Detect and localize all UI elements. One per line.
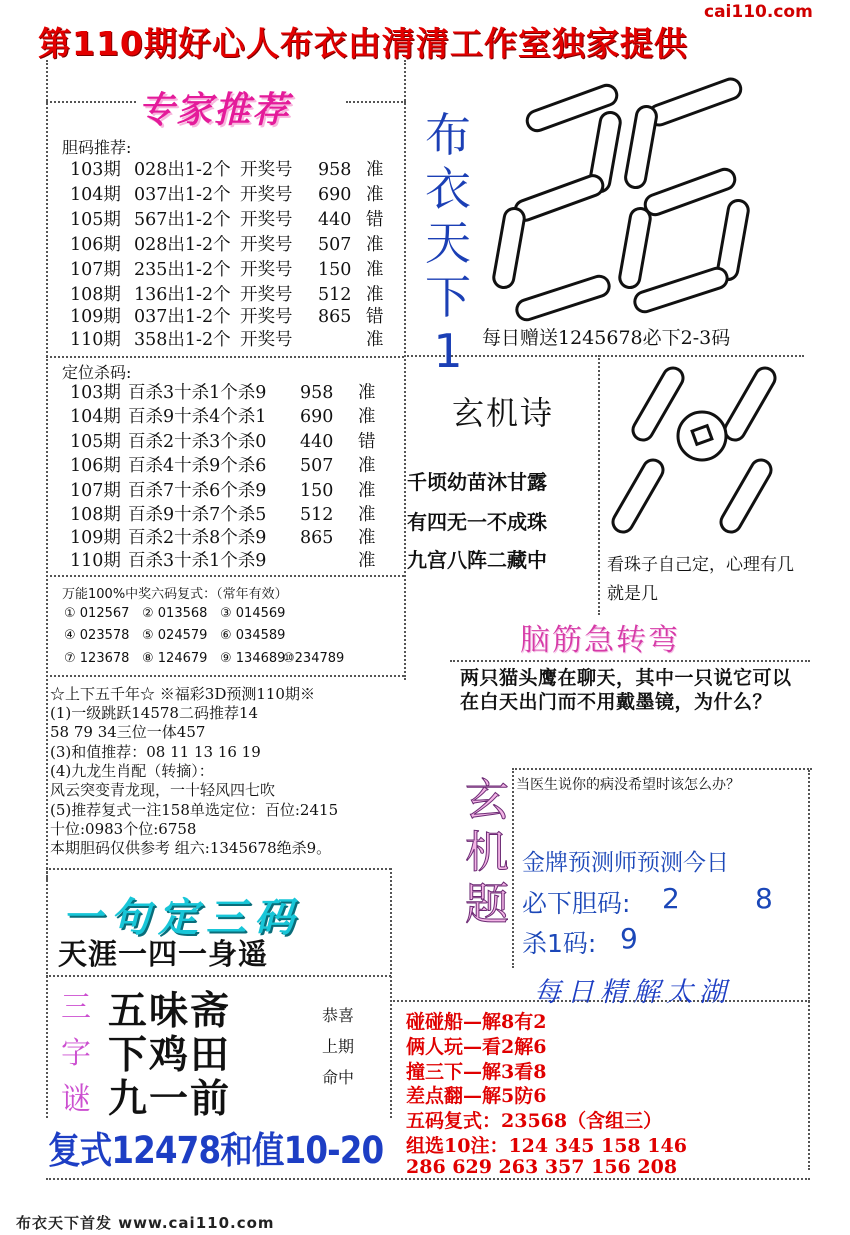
divider-left bbox=[46, 60, 48, 880]
jiexi-title: 每日精解太湖 bbox=[534, 977, 732, 1008]
big-number-26-graphic bbox=[485, 72, 765, 322]
issue: 108期 bbox=[70, 285, 121, 305]
combo-label: 万能100%中奖六码复式：（常年有效） bbox=[62, 587, 288, 602]
issue: 103期 bbox=[70, 160, 121, 180]
congrats-text: 命中 bbox=[322, 1068, 355, 1087]
footer-credit[interactable]: 布衣天下首发 www.cai110.com bbox=[16, 1214, 275, 1232]
bead-caption: 看珠子自己定，心理有几就是几 bbox=[607, 555, 794, 604]
divider bbox=[46, 675, 404, 677]
pick: 百杀3十杀1个杀9 bbox=[128, 551, 267, 571]
issue: 110期 bbox=[70, 330, 121, 350]
num: 507 bbox=[318, 235, 352, 255]
divider bbox=[46, 575, 404, 577]
issue: 110期 bbox=[70, 551, 121, 571]
misc-line: 十位:0983个位:6758 bbox=[50, 820, 197, 838]
divider bbox=[450, 660, 810, 662]
result: 错 bbox=[366, 210, 384, 230]
issue: 104期 bbox=[70, 185, 121, 205]
pick: 百杀2十杀8个杀9 bbox=[128, 528, 267, 548]
pick: 百杀9十杀4个杀1 bbox=[128, 407, 267, 427]
misc-line: (3)和值推荐：08 11 13 16 19 bbox=[50, 743, 261, 761]
pick: 百杀3十杀1个杀9 bbox=[128, 383, 267, 403]
poem-line: 有四无一不成珠 bbox=[407, 510, 547, 534]
open: 开奖号 bbox=[240, 210, 293, 230]
open: 开奖号 bbox=[240, 260, 293, 280]
result: 准 bbox=[366, 235, 384, 255]
kill-label: 定位杀码: bbox=[62, 363, 132, 382]
misc-line: 风云突变青龙现，一十轻风四七吹 bbox=[50, 781, 276, 799]
divider bbox=[46, 975, 391, 977]
pick: 百杀2十杀3个杀0 bbox=[128, 432, 267, 452]
num: 507 bbox=[300, 456, 334, 476]
gold-dan-value: 2 bbox=[662, 882, 680, 915]
combo-item: ⑩234789 bbox=[283, 651, 345, 666]
issue: 109期 bbox=[70, 307, 121, 327]
result: 准 bbox=[366, 285, 384, 305]
result: 准 bbox=[358, 383, 376, 403]
misc-line: (4)九龙生肖配（转摘）： bbox=[50, 762, 214, 780]
szm-title: 三字谜 bbox=[61, 990, 91, 1117]
jiexi-line: 差点翻—解5防6 bbox=[406, 1085, 547, 1107]
result: 准 bbox=[366, 260, 384, 280]
divider bbox=[808, 770, 810, 1170]
num: 440 bbox=[300, 432, 334, 452]
szm-word: 下鸡田 bbox=[108, 1033, 232, 1078]
big-number-text: 26 bbox=[485, 72, 487, 73]
pick: 百杀4十杀9个杀6 bbox=[128, 456, 267, 476]
combo-item: ① 012567 bbox=[64, 606, 130, 621]
gold-dan-label: 必下胆码: bbox=[522, 889, 631, 918]
poem-line: 九宫八阵二藏中 bbox=[407, 548, 547, 572]
result: 准 bbox=[358, 528, 376, 548]
issue: 104期 bbox=[70, 407, 121, 427]
combo-item: ⑤ 024579 bbox=[142, 628, 208, 643]
yjd-title: 一句定三码 bbox=[62, 895, 302, 941]
jiexi-line: 碰碰船—解8有2 bbox=[406, 1011, 547, 1033]
num: 512 bbox=[300, 505, 334, 525]
gold-kill-label: 杀1码: bbox=[522, 929, 597, 958]
jiexi-line: 组选10注：124 345 158 146 bbox=[406, 1135, 687, 1157]
result: 错 bbox=[366, 307, 384, 327]
result: 准 bbox=[358, 481, 376, 501]
issue: 109期 bbox=[70, 528, 121, 548]
jiexi-line: 撞三下—解3看8 bbox=[406, 1061, 547, 1083]
pick: 百杀9十杀7个杀5 bbox=[128, 505, 267, 525]
num: 150 bbox=[318, 260, 352, 280]
pick: 037出1-2个 bbox=[134, 307, 231, 327]
pick: 567出1-2个 bbox=[134, 210, 231, 230]
num: 690 bbox=[300, 407, 334, 427]
open: 开奖号 bbox=[240, 185, 293, 205]
combo-item: ⑨ 134689 bbox=[220, 651, 286, 666]
divider bbox=[390, 868, 392, 1118]
open: 开奖号 bbox=[240, 307, 293, 327]
issue: 105期 bbox=[70, 432, 121, 452]
misc-line: 58 79 34三位一体457 bbox=[50, 723, 206, 741]
pick: 235出1-2个 bbox=[134, 260, 231, 280]
yjd-line: 天涯一四一身遥 bbox=[58, 937, 269, 971]
pick: 百杀7十杀6个杀9 bbox=[128, 481, 267, 501]
combo-item: ② 013568 bbox=[142, 606, 208, 621]
combo-item: ③ 014569 bbox=[220, 606, 286, 621]
daily-gift: 每日赠送1245678必下2-3码 bbox=[482, 327, 731, 349]
misc-line: ☆上下五千年☆ ※福彩3D预测110期※ bbox=[50, 685, 315, 703]
gold-dan-value: 8 bbox=[755, 882, 773, 915]
result: 准 bbox=[366, 330, 384, 350]
pick: 136出1-2个 bbox=[134, 285, 231, 305]
num: 690 bbox=[318, 185, 352, 205]
divider bbox=[46, 1178, 810, 1180]
issue: 106期 bbox=[70, 456, 121, 476]
num: 958 bbox=[318, 160, 352, 180]
gold-title: 金牌预测师预测今日 bbox=[522, 850, 729, 876]
result: 准 bbox=[358, 407, 376, 427]
num: 150 bbox=[300, 481, 334, 501]
xjt-question: 当医生说你的病没希望时该怎么办？ bbox=[516, 777, 740, 793]
fushi-recommendation: 复式12478和值10-20 bbox=[48, 1129, 384, 1172]
divider bbox=[598, 355, 600, 615]
poem-line: 千顷幼苗沐甘露 bbox=[407, 470, 547, 494]
combo-item: ⑦ 123678 bbox=[64, 651, 130, 666]
combo-item: ④ 023578 bbox=[64, 628, 130, 643]
num: 865 bbox=[318, 307, 352, 327]
issue: 103期 bbox=[70, 383, 121, 403]
jiexi-line: 俩人玩—看2解6 bbox=[406, 1036, 547, 1058]
site-url[interactable]: cai110.com bbox=[704, 2, 813, 22]
open: 开奖号 bbox=[240, 330, 293, 350]
result: 准 bbox=[358, 551, 376, 571]
poem-title: 玄机诗 bbox=[452, 394, 555, 432]
dan-label: 胆码推荐: bbox=[62, 138, 132, 157]
issue: 107期 bbox=[70, 481, 121, 501]
twist-title: 脑筋急转弯 bbox=[520, 623, 680, 658]
gold-kill-value: 9 bbox=[620, 922, 638, 955]
divider bbox=[346, 101, 406, 103]
result: 准 bbox=[358, 456, 376, 476]
result: 准 bbox=[366, 160, 384, 180]
divider bbox=[512, 768, 812, 770]
congrats-text: 恭喜 bbox=[322, 1006, 355, 1025]
beads-graphic bbox=[604, 360, 804, 545]
num: 958 bbox=[300, 383, 334, 403]
buyi-vertical-title: 布衣天下1 bbox=[425, 108, 471, 378]
misc-line: 本期胆码仅供参考 组六:1345678绝杀9。 bbox=[50, 839, 332, 857]
main-title: 第110期好心人布衣由清清工作室独家提供 bbox=[38, 24, 688, 63]
result: 错 bbox=[358, 432, 376, 452]
num: 865 bbox=[300, 528, 334, 548]
pick: 028出1-2个 bbox=[134, 235, 231, 255]
combo-item: ⑧ 124679 bbox=[142, 651, 208, 666]
expert-title: 专家推荐 bbox=[138, 89, 291, 131]
xjt-title: 玄机题 bbox=[465, 775, 509, 930]
szm-word: 五味斋 bbox=[108, 989, 232, 1034]
divider bbox=[46, 356, 404, 358]
issue: 106期 bbox=[70, 235, 121, 255]
misc-line: (1)一级跳跃14578二码推荐14 bbox=[50, 704, 259, 722]
jiexi-line: 五码复式：23568（含组三） bbox=[406, 1110, 663, 1132]
result: 准 bbox=[366, 185, 384, 205]
misc-line: (5)推荐复式一注158单选定位：百位:2415 bbox=[50, 801, 339, 819]
open: 开奖号 bbox=[240, 160, 293, 180]
divider bbox=[46, 101, 136, 103]
divider bbox=[46, 868, 48, 1118]
num: 512 bbox=[318, 285, 352, 305]
congrats-text: 上期 bbox=[322, 1037, 355, 1056]
result: 准 bbox=[358, 505, 376, 525]
issue: 107期 bbox=[70, 260, 121, 280]
combo-item: ⑥ 034589 bbox=[220, 628, 286, 643]
pick: 037出1-2个 bbox=[134, 185, 231, 205]
open: 开奖号 bbox=[240, 285, 293, 305]
open: 开奖号 bbox=[240, 235, 293, 255]
jiexi-line: 286 629 263 357 156 208 bbox=[406, 1156, 678, 1178]
riddle-text: 两只猫头鹰在聊天，其中一只说它可以在白天出门而不用戴墨镜，为什么？ bbox=[460, 667, 792, 713]
pick: 358出1-2个 bbox=[134, 330, 231, 350]
divider bbox=[46, 868, 391, 870]
num: 440 bbox=[318, 210, 352, 230]
issue: 105期 bbox=[70, 210, 121, 230]
divider bbox=[404, 60, 406, 680]
szm-word: 九一前 bbox=[108, 1077, 232, 1122]
issue: 108期 bbox=[70, 505, 121, 525]
pick: 028出1-2个 bbox=[134, 160, 231, 180]
